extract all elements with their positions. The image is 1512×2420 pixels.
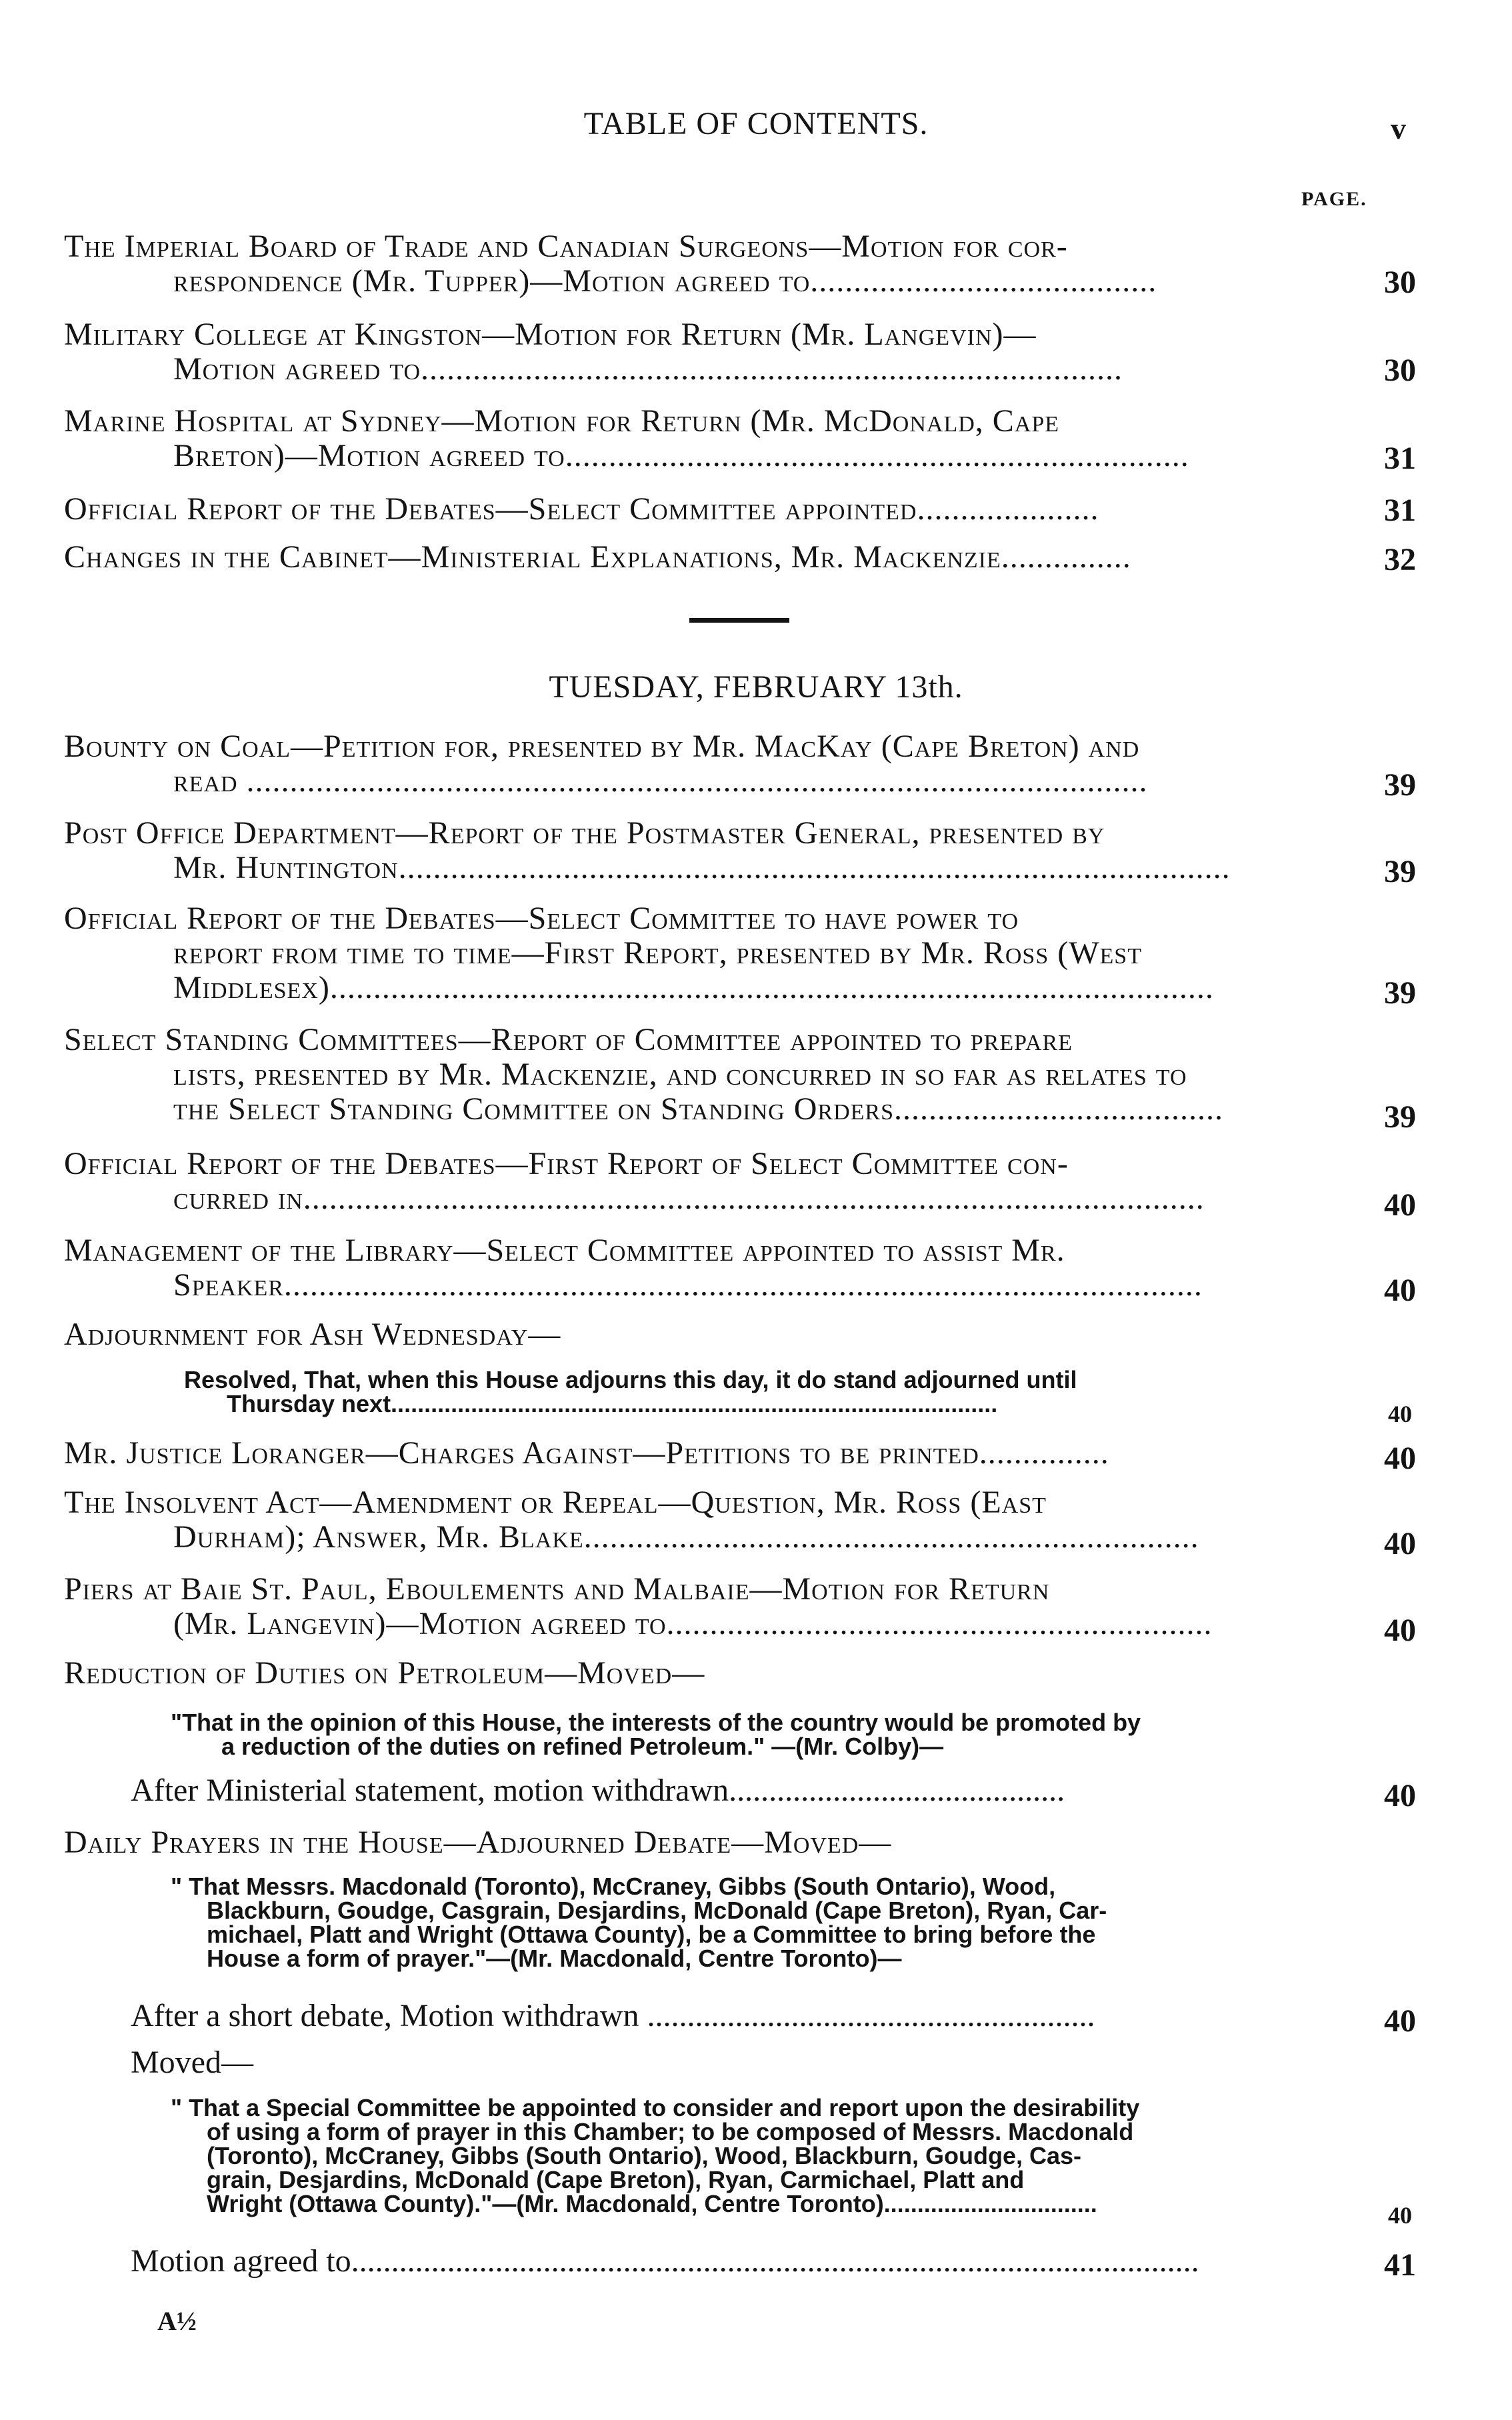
toc-entry bbox=[64, 404, 1317, 473]
quote-line: Wright (Ottawa County)."—(Mr. Macdonald, Centre Toronto)................................ bbox=[207, 2190, 1097, 2217]
entry-line: Official Report of the Debates—First Report of Select Committee con- bbox=[64, 1147, 1069, 1181]
page-ref: 41 bbox=[1384, 2247, 1416, 2283]
entry-line: Reduction of Duties on Petroleum—Moved— bbox=[64, 1656, 705, 1691]
entry-line: Marine Hospital at Sydney—Motion for Return (Mr. McDonald, Cape bbox=[64, 404, 1060, 439]
resolution-quote bbox=[184, 1368, 1077, 1416]
page-ref: 40 bbox=[1384, 1526, 1416, 1561]
toc-entry bbox=[64, 729, 1317, 799]
toc-entry bbox=[64, 1485, 1317, 1555]
entry-line: Post Office Department—Report of the Postmaster General, presented by bbox=[64, 816, 1105, 851]
entry-line: (Mr. Langevin)—Motion agreed to............................................................... bbox=[173, 1607, 1213, 1641]
toc-entry bbox=[64, 540, 1317, 575]
quote-line: " That Messrs. Macdonald (Toronto), McCraney, Gibbs (South Ontario), Wood, bbox=[171, 1873, 1056, 1900]
motion-quote bbox=[171, 2096, 1139, 2216]
entry-line: Management of the Library—Select Committee appointed to assist Mr. bbox=[64, 1233, 1065, 1268]
motion-outcome: Motion agreed to.......................................................................................................... bbox=[131, 2243, 1199, 2279]
quote-line: michael, Platt and Wright (Ottawa County), be a Committee to bring before the bbox=[207, 1921, 1096, 1948]
page-ref: 32 bbox=[1384, 542, 1416, 577]
page-ref: 30 bbox=[1384, 265, 1416, 300]
page-ref: 31 bbox=[1384, 493, 1416, 528]
entry-line: report from time to time—First Report, presented by Mr. Ross (West bbox=[173, 936, 1142, 971]
page-ref: 40 bbox=[1384, 1187, 1416, 1223]
moved-label: Moved— bbox=[131, 2045, 253, 2080]
entry-line: curred in........................................................................................................ bbox=[173, 1181, 1205, 1216]
toc-entry bbox=[64, 1023, 1317, 1127]
toc-entry bbox=[64, 229, 1317, 299]
page-ref: 39 bbox=[1384, 1099, 1416, 1135]
motion-outcome: After Ministerial statement, motion withdrawn.......................................... bbox=[131, 1773, 1065, 1808]
entry-line: Breton)—Motion agreed to........................................................................ bbox=[173, 439, 1189, 473]
toc-entry bbox=[64, 492, 1317, 527]
entry-line: Speaker.......................................................................................................... bbox=[173, 1268, 1203, 1303]
page-ref: 40 bbox=[1388, 1401, 1412, 1427]
section-divider bbox=[689, 618, 789, 623]
page-ref: 40 bbox=[1388, 2202, 1412, 2229]
page-ref: 39 bbox=[1384, 767, 1416, 803]
quote-line: House a form of prayer."—(Mr. Macdonald, Centre Toronto)— bbox=[207, 1945, 902, 1972]
toc-entry bbox=[64, 816, 1317, 885]
quote-line: " That a Special Committee be appointed to consider and report upon the desirability bbox=[171, 2094, 1140, 2121]
toc-entry bbox=[64, 1436, 1317, 1471]
toc-entry bbox=[64, 1233, 1317, 1303]
toc-entry bbox=[64, 901, 1317, 1005]
toc-entry bbox=[64, 1147, 1317, 1216]
entry-line: Middlesex)...................................................................................................... bbox=[173, 971, 1214, 1005]
quote-line: Resolved, That, when this House adjourns this day, it do stand adjourned until bbox=[184, 1366, 1077, 1393]
motion-outcome: After a short debate, Motion withdrawn ........................................................ bbox=[131, 1998, 1095, 2033]
entry-line: the Select Standing Committee on Standing Orders...................................... bbox=[173, 1092, 1223, 1127]
quote-line: Thursday next........................................................................................... bbox=[227, 1390, 998, 1417]
entry-line: Bounty on Coal—Petition for, presented by Mr. MacKay (Cape Breton) and bbox=[64, 729, 1140, 764]
entry-line: respondence (Mr. Tupper)—Motion agreed to........................................ bbox=[173, 264, 1157, 299]
entry-line: Official Report of the Debates—Select Committee appointed..................... bbox=[64, 492, 1099, 527]
entry-line: Durham); Answer, Mr. Blake....................................................................... bbox=[173, 1520, 1199, 1555]
toc-entry bbox=[64, 1825, 1317, 1860]
entry-line: Piers at Baie St. Paul, Eboulements and Malbaie—Motion for Return bbox=[64, 1572, 1050, 1607]
quote-line: grain, Desjardins, McDonald (Cape Breton), Ryan, Carmichael, Platt and bbox=[207, 2166, 1025, 2193]
page-ref: 40 bbox=[1384, 1778, 1416, 1813]
section-heading: TUESDAY, FEBRUARY 13th. bbox=[549, 669, 963, 705]
toc-entry bbox=[64, 1572, 1317, 1641]
quote-line: of using a form of prayer in this Chamber; to be composed of Messrs. Macdonald bbox=[207, 2118, 1134, 2145]
entry-line: Adjournment for Ash Wednesday— bbox=[64, 1317, 561, 1352]
toc-entry bbox=[64, 1656, 1317, 1691]
page-ref: 40 bbox=[1384, 1273, 1416, 1308]
page-title: TABLE OF CONTENTS. bbox=[583, 106, 929, 141]
entry-line: Select Standing Committees—Report of Committee appointed to prepare bbox=[64, 1023, 1073, 1057]
quote-line: (Toronto), McCraney, Gibbs (South Ontario), Wood, Blackburn, Goudge, Cas- bbox=[207, 2142, 1081, 2169]
quote-line: Blackburn, Goudge, Casgrain, Desjardins, McDonald (Cape Breton), Ryan, Car- bbox=[207, 1897, 1107, 1924]
entry-line: Daily Prayers in the House—Adjourned Debate—Moved— bbox=[64, 1825, 892, 1860]
page-ref: 40 bbox=[1384, 1613, 1416, 1648]
entry-line: lists, presented by Mr. Mackenzie, and concurred in so far as relates to bbox=[173, 1057, 1187, 1092]
entry-line: Motion agreed to................................................................................. bbox=[173, 352, 1123, 387]
page-number: v bbox=[1391, 111, 1406, 145]
quote-line: a reduction of the duties on refined Petroleum." —(Mr. Colby)— bbox=[221, 1733, 944, 1760]
motion-quote bbox=[171, 1875, 1107, 1971]
entry-line: The Insolvent Act—Amendment or Repeal—Question, Mr. Ross (East bbox=[64, 1485, 1047, 1520]
page-ref: 40 bbox=[1384, 2003, 1416, 2039]
entry-line: read ........................................................................................................ bbox=[173, 764, 1148, 799]
entry-line: Military College at Kingston—Motion for Return (Mr. Langevin)— bbox=[64, 317, 1037, 352]
page-column-label: PAGE. bbox=[1301, 188, 1367, 210]
motion-quote bbox=[171, 1711, 1141, 1759]
quote-line: "That in the opinion of this House, the interests of the country would be promoted by bbox=[171, 1709, 1141, 1736]
page-ref: 31 bbox=[1384, 441, 1416, 476]
entry-line: The Imperial Board of Trade and Canadian Surgeons—Motion for cor- bbox=[64, 229, 1068, 264]
page-ref: 39 bbox=[1384, 854, 1416, 889]
entry-line: Official Report of the Debates—Select Committee to have power to bbox=[64, 901, 1019, 936]
page-ref: 40 bbox=[1384, 1441, 1416, 1476]
toc-entry bbox=[64, 317, 1317, 387]
signature-mark: A½ bbox=[157, 2306, 197, 2336]
page-ref: 39 bbox=[1384, 975, 1416, 1011]
entry-line: Mr. Justice Loranger—Charges Against—Petitions to be printed............... bbox=[64, 1436, 1109, 1471]
entry-line: Mr. Huntington................................................................................................ bbox=[173, 851, 1231, 885]
entry-line: Changes in the Cabinet—Ministerial Explanations, Mr. Mackenzie............... bbox=[64, 540, 1131, 575]
toc-entry bbox=[64, 1317, 1317, 1352]
page-ref: 30 bbox=[1384, 353, 1416, 388]
